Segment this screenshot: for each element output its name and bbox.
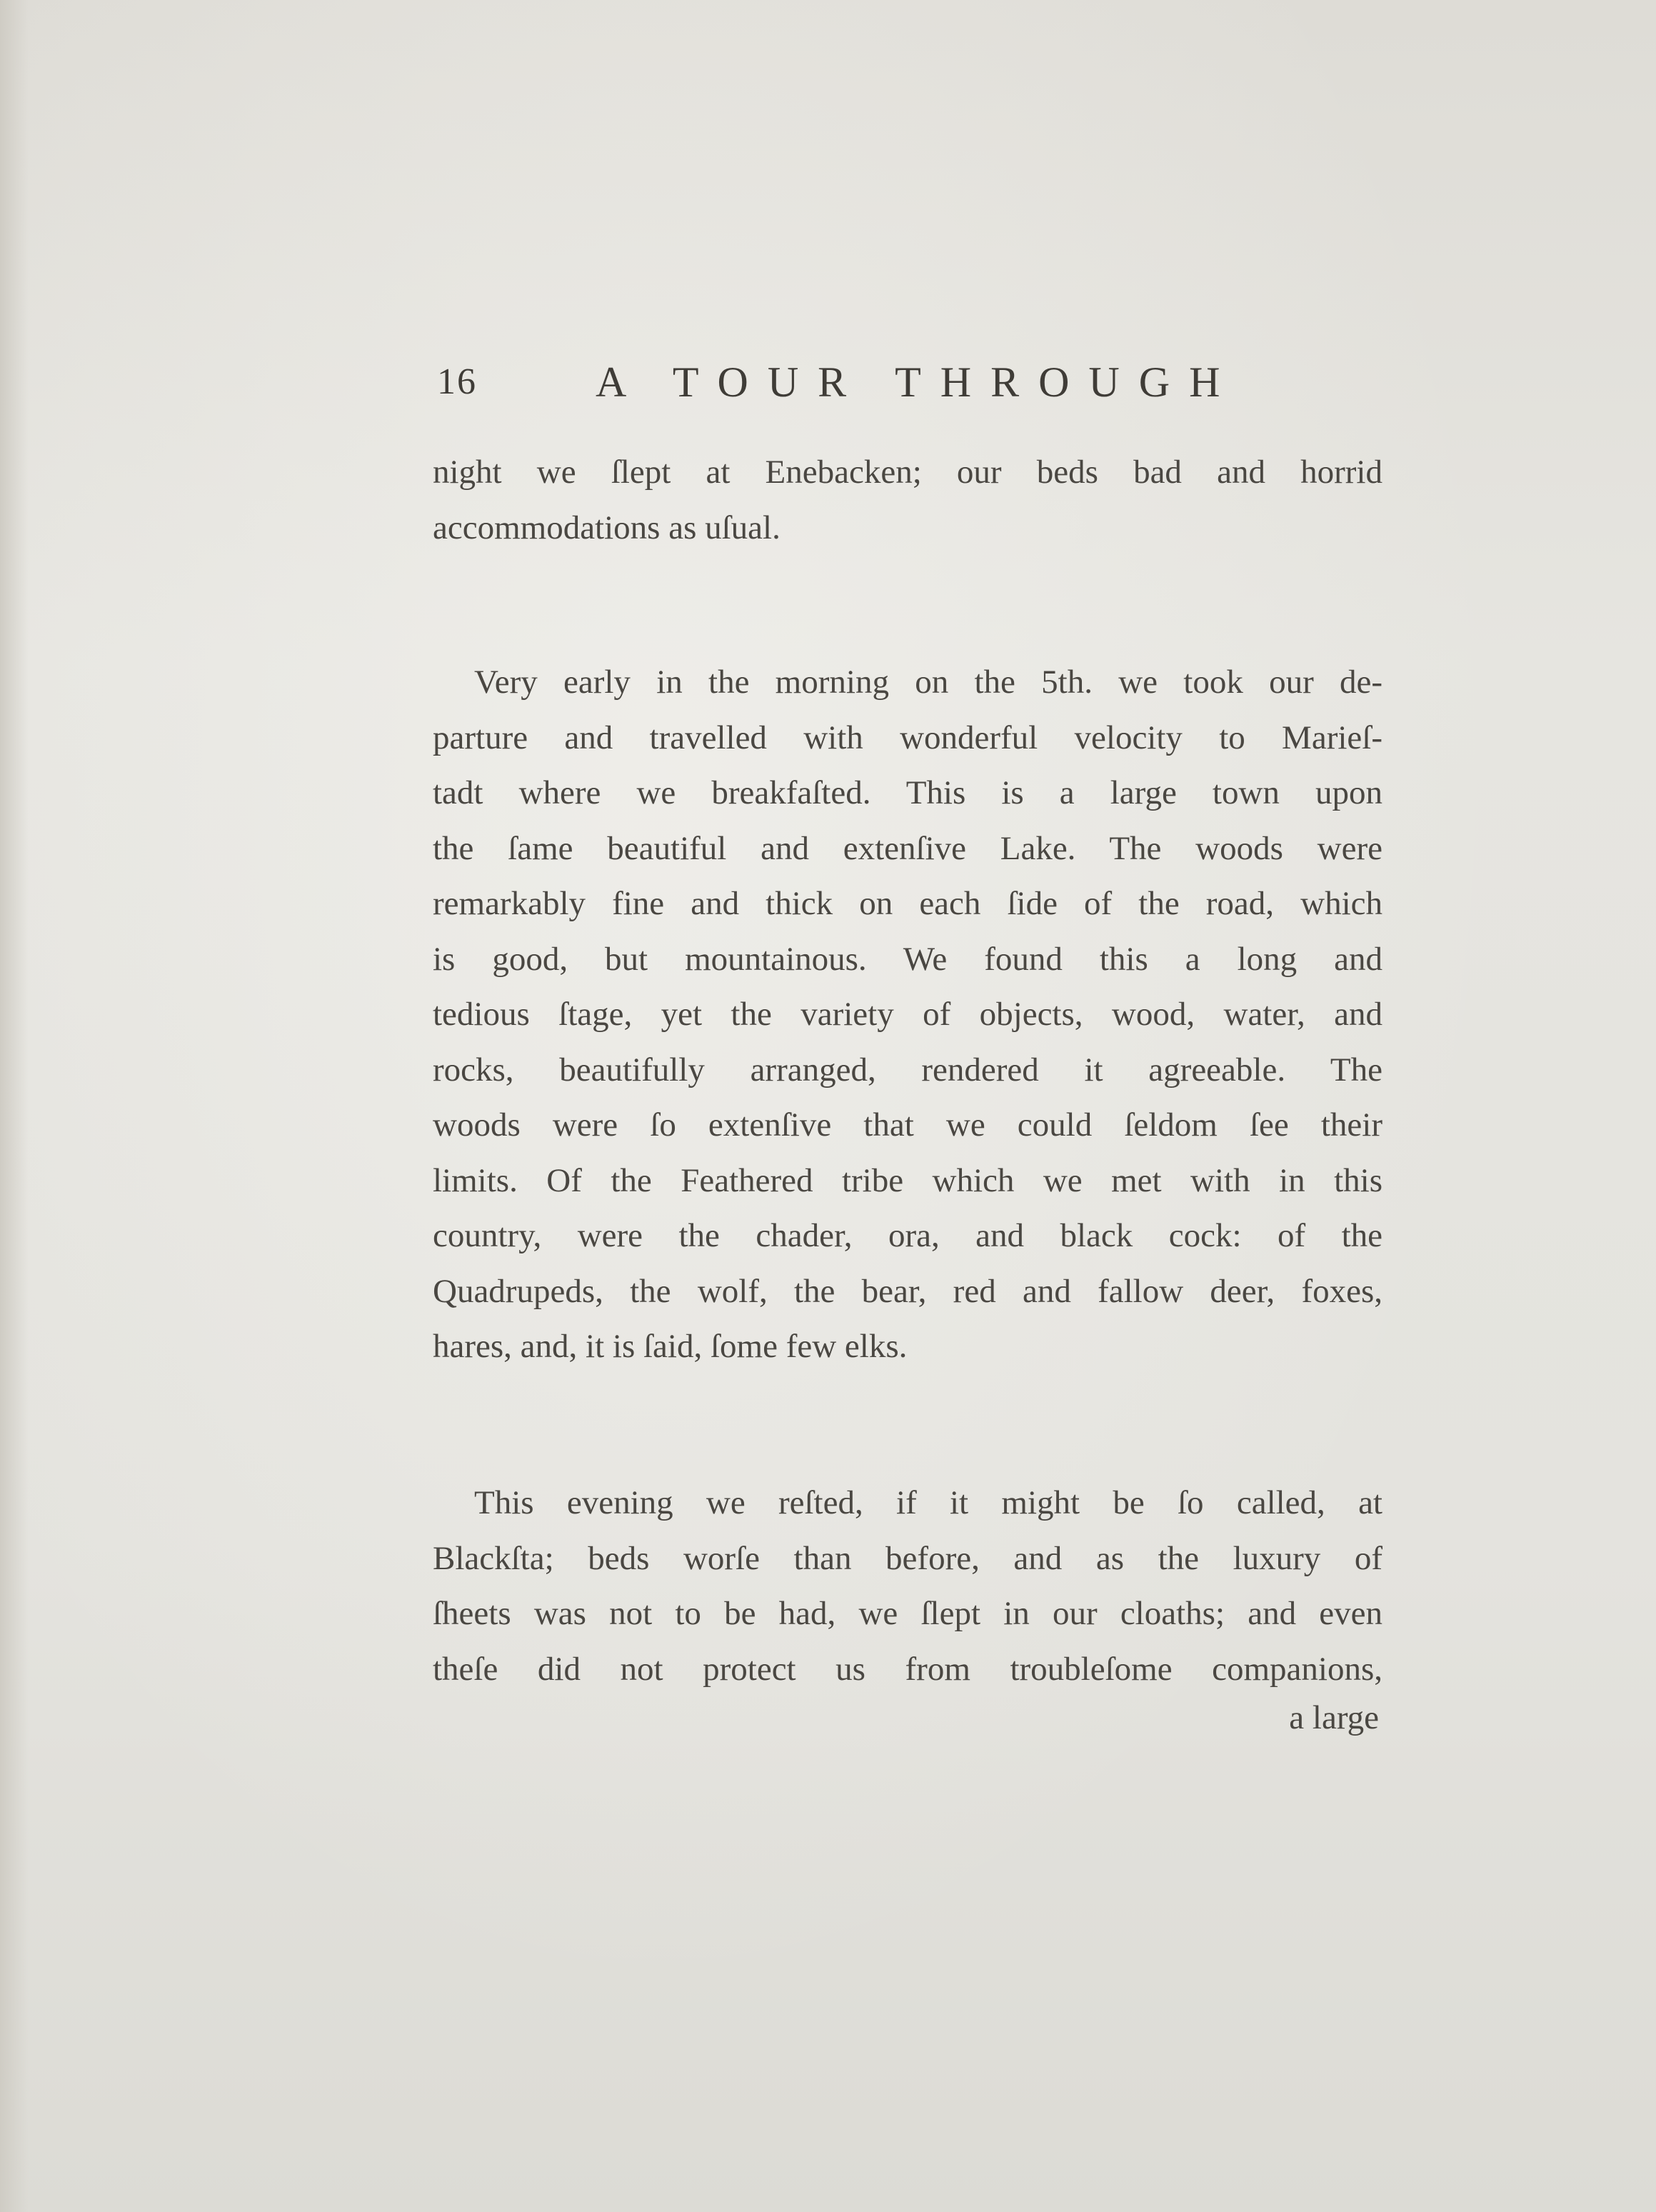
text-line: tedious ſtage, yet the variety of objects, wood, water, and xyxy=(433,996,1382,1033)
text-line: limits. Of the Feathered tribe which we met with in this xyxy=(433,1161,1382,1199)
text-line: ſheets was not to be had, we ſlept in our cloaths; and even xyxy=(433,1595,1382,1632)
text-line: accommodations as uſual. xyxy=(433,509,781,546)
text-line: theſe did not protect us from troubleſome companions, xyxy=(433,1650,1382,1688)
paragraph-1 xyxy=(433,445,1382,556)
text-line: This evening we reſted, if it might be ſo called, at xyxy=(474,1484,1382,1521)
text-line: the ſame beautiful and extenſive Lake. The woods were xyxy=(433,829,1382,867)
text-line: remarkably fine and thick on each ſide of the road, which xyxy=(433,885,1382,922)
text-line: is good, but mountainous. We found this a long and xyxy=(433,940,1382,978)
page-header xyxy=(437,361,1380,418)
page-edge-shadow xyxy=(0,0,29,2212)
paragraph-3 xyxy=(433,1476,1382,1697)
text-line: hares, and, it is ſaid, ſome few elks. xyxy=(433,1328,908,1365)
paragraph-2 xyxy=(433,655,1382,1375)
text-line: rocks, beautifully arranged, rendered it agreeable. The xyxy=(433,1051,1382,1089)
running-head: A TOUR THROUGH xyxy=(596,359,1240,406)
text-line: Blackſta; beds worſe than before, and as the luxury of xyxy=(433,1539,1382,1577)
text-line: tadt where we breakfaſted. This is a large town upon xyxy=(433,774,1382,811)
page-number: 16 xyxy=(437,361,477,402)
text-line: Quadrupeds, the wolf, the bear, red and fallow deer, foxes, xyxy=(433,1272,1382,1310)
text-line: country, were the chader, ora, and black cock: of the xyxy=(433,1217,1382,1254)
text-line: night we ſlept at Enebacken; our beds bad and horrid xyxy=(433,454,1382,491)
text-line: Very early in the morning on the 5th. we took our de- xyxy=(474,664,1382,701)
catchword: a large xyxy=(1289,1699,1379,1736)
text-line: woods were ſo extenſive that we could ſeldom ſee their xyxy=(433,1106,1382,1143)
text-line: parture and travelled with wonderful velocity to Marieſ- xyxy=(433,719,1382,756)
